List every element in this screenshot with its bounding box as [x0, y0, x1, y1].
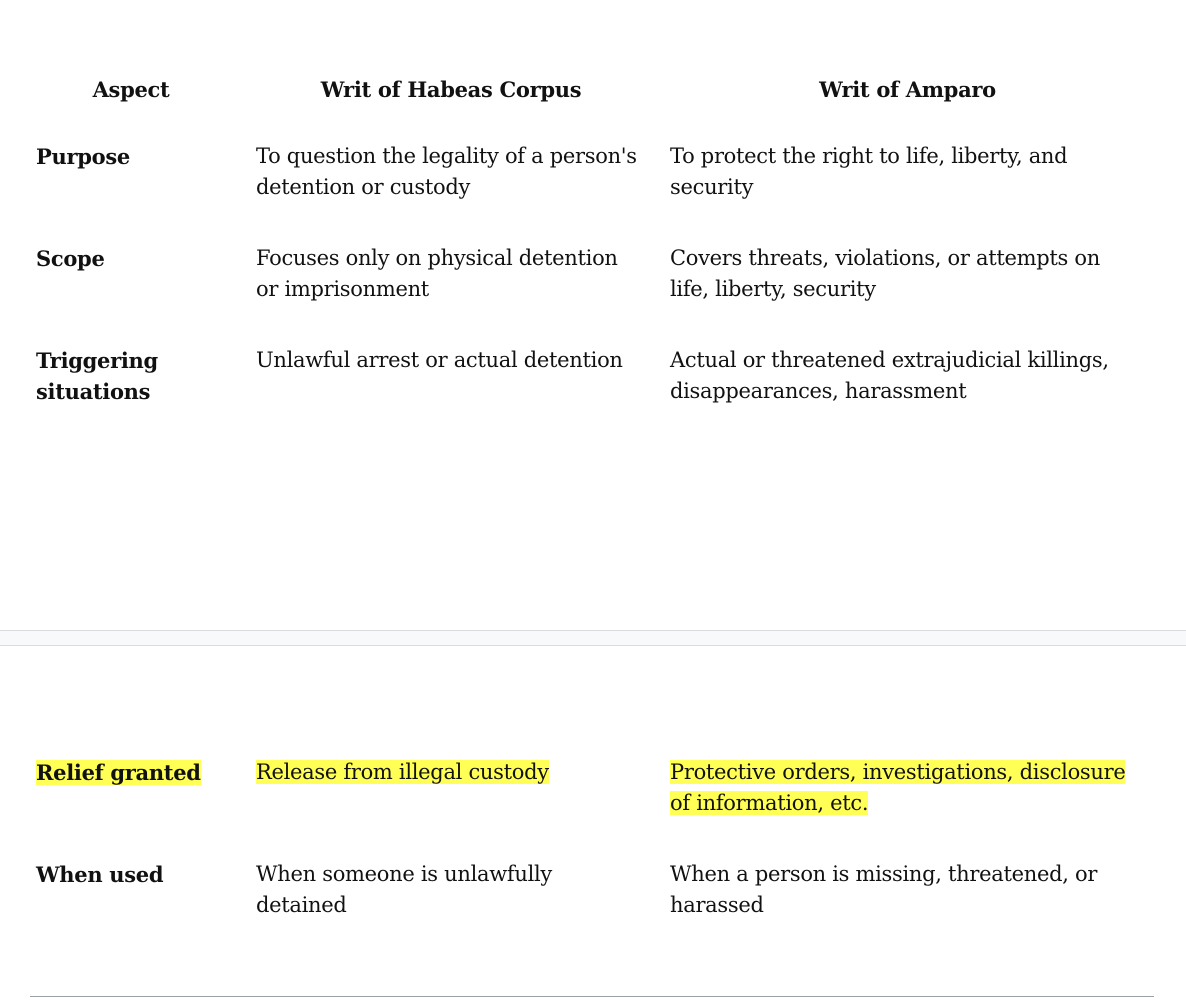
page-break: [0, 630, 1186, 646]
cell-relief-amparo: [670, 757, 1140, 819]
document-page-2: [0, 646, 1186, 1000]
cell-triggering-amparo: Actual or threatened extrajudicial killings, disappearances, harassment: [670, 348, 1109, 403]
cell-when-used-habeas: When someone is unlawfully detained: [256, 862, 552, 917]
highlighted-text: Relief granted: [36, 760, 201, 785]
row-label-relief-granted: [36, 757, 236, 788]
row-label-when-used: When used: [36, 862, 164, 887]
row-label-triggering-situations: Triggering situations: [36, 348, 158, 404]
cell-when-used-amparo: When a person is missing, threatened, or harassed: [670, 862, 1098, 917]
cell-triggering-habeas: Unlawful arrest or actual detention: [256, 348, 623, 372]
row-label-scope: Scope: [36, 246, 105, 271]
table-bottom-rule: [30, 996, 1154, 997]
header-habeas-corpus: Writ of Habeas Corpus: [320, 77, 582, 102]
highlighted-text: Protective orders, investigations, disclosure of information, etc.: [670, 760, 1126, 815]
header-aspect: Aspect: [92, 77, 170, 102]
cell-relief-habeas: [256, 757, 651, 788]
cell-purpose-amparo: To protect the right to life, liberty, and security: [670, 144, 1068, 199]
cell-scope-amparo: Covers threats, violations, or attempts on life, liberty, security: [670, 246, 1100, 301]
cell-purpose-habeas: To question the legality of a person's detention or custody: [256, 144, 637, 199]
header-amparo: Writ of Amparo: [819, 77, 996, 102]
highlighted-text: Release from illegal custody: [256, 760, 549, 784]
cell-scope-habeas: Focuses only on physical detention or imprisonment: [256, 246, 618, 301]
row-label-purpose: Purpose: [36, 144, 130, 169]
